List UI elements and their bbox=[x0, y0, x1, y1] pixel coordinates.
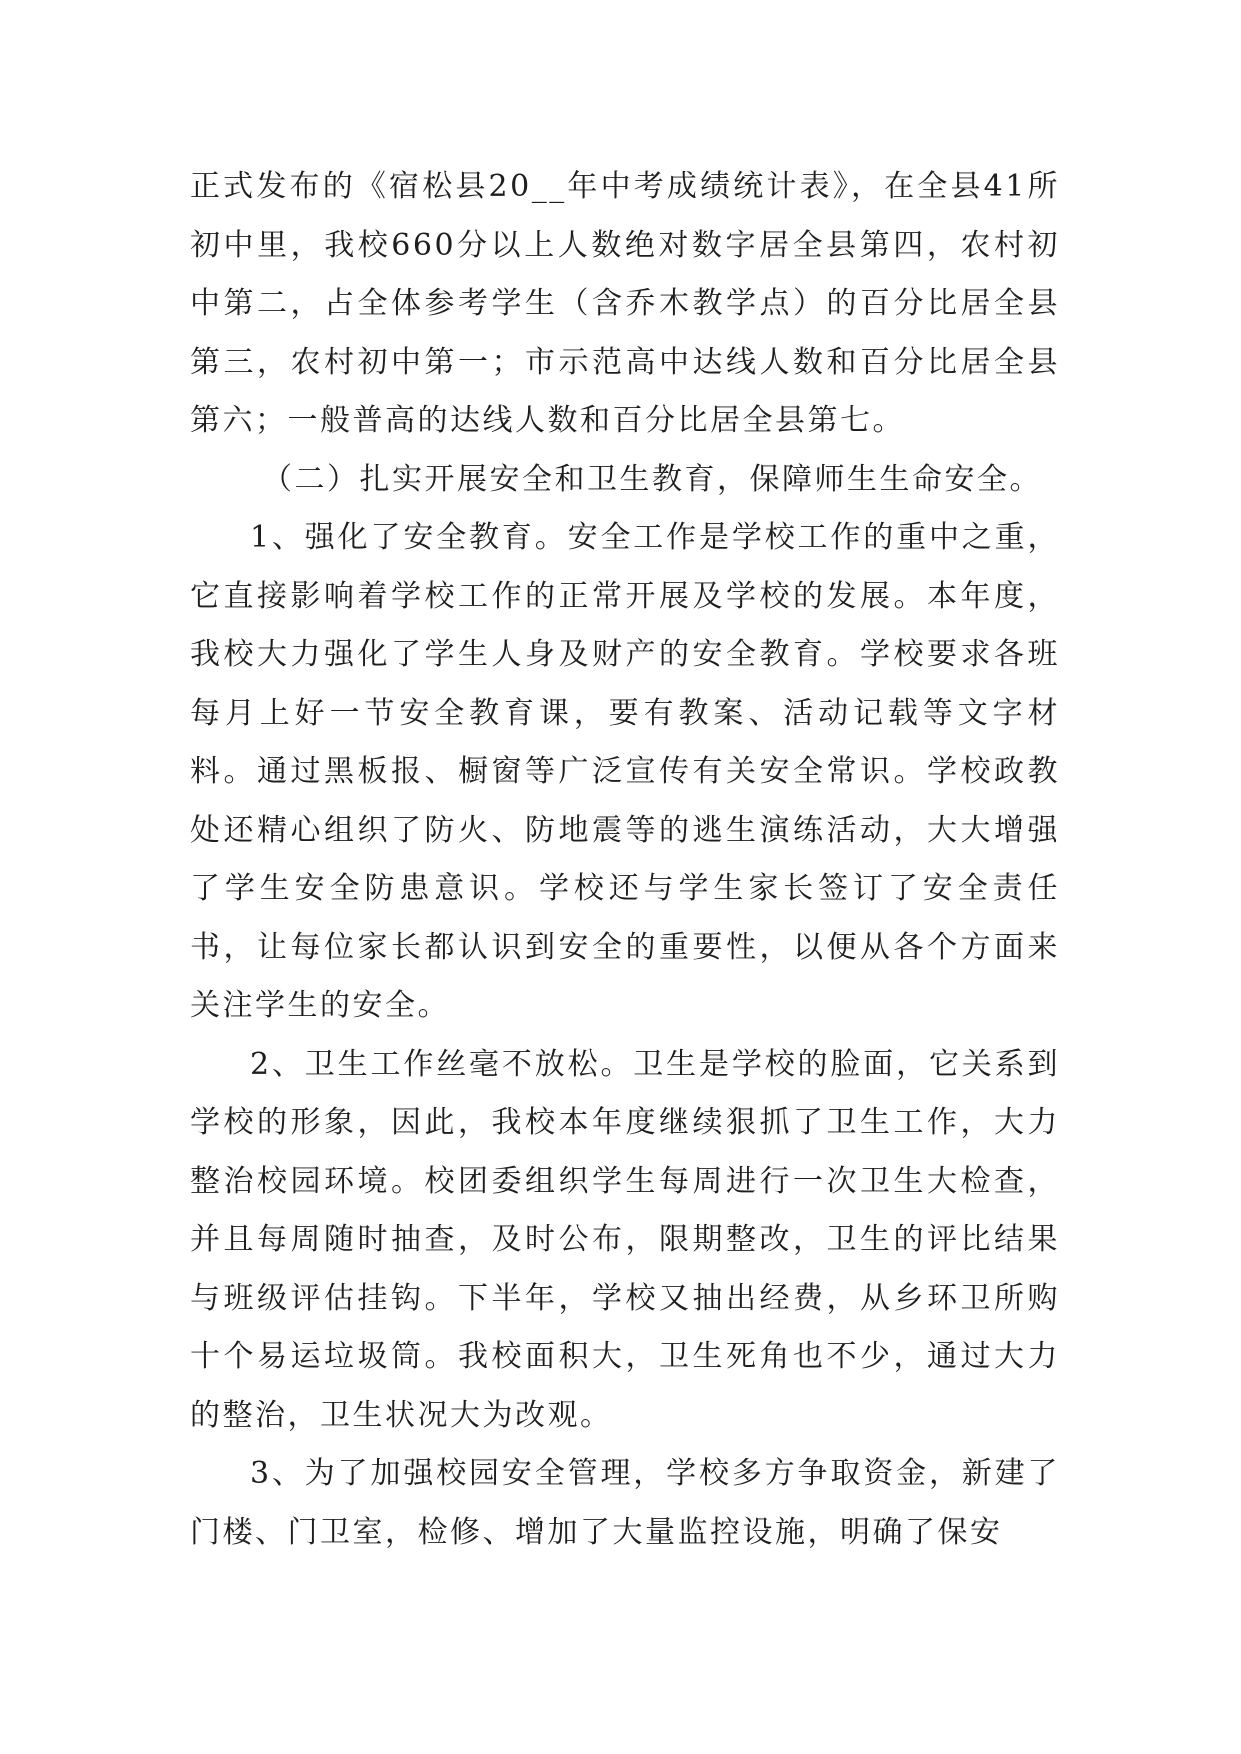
section-heading-safety-hygiene: （二）扎实开展安全和卫生教育，保障师生生命安全。 bbox=[262, 461, 1042, 497]
paragraph-safety-education: 1、强化了安全教育。安全工作是学校工作的重中之重，它直接影响着学校工作的正常开展及学校的发展。本年度，我校大力强化了学生人身及财产的安全教育。学校要求各班每月上好一节安全教育课，要有教案、活动记载等文字材料。通过黑板报、橱窗等广泛宣传有关安全常识。学校政教处还精心组织了防火、防地震等的逃生演练活动，大大增强了学生安全防患意识。学校还与学生家长签订了安全责任书，让每位家长都认识到安全的重要性，以便从各个方面来关注学生的安全。 bbox=[190, 520, 1060, 1023]
paragraph-hygiene-work: 2、卫生工作丝毫不放松。卫生是学校的脸面，它关系到学校的形象，因此，我校本年度继续狠抓了卫生工作，大力整治校园环境。校团委组织学生每周进行一次卫生大检查，并且每周随时抽查，及时公布，限期整改，卫生的评比结果与班级评估挂钩。下半年，学校又抽出经费，从乡环卫所购十个易运垃圾筒。我校面积大，卫生死角也不少，通过大力的整治，卫生状况大为改观。 bbox=[190, 1046, 1060, 1433]
paragraph-campus-security: 3、为了加强校园安全管理，学校多方争取资金，新建了门楼、门卫室，检修、增加了大量监控设施，明确了保安 bbox=[190, 1456, 1060, 1550]
paragraph-exam-results: 正式发布的《宿松县20__年中考成绩统计表》，在全县41所初中里，我校660分以上人数绝对数字居全县第四，农村初中第二，占全体参考学生（含乔木教学点）的百分比居全县第三，农村初中第一；市示范高中达线人数和百分比居全县第六；一般普高的达线人数和百分比居全县第七。 bbox=[190, 169, 1060, 438]
document-body bbox=[190, 158, 1060, 1562]
